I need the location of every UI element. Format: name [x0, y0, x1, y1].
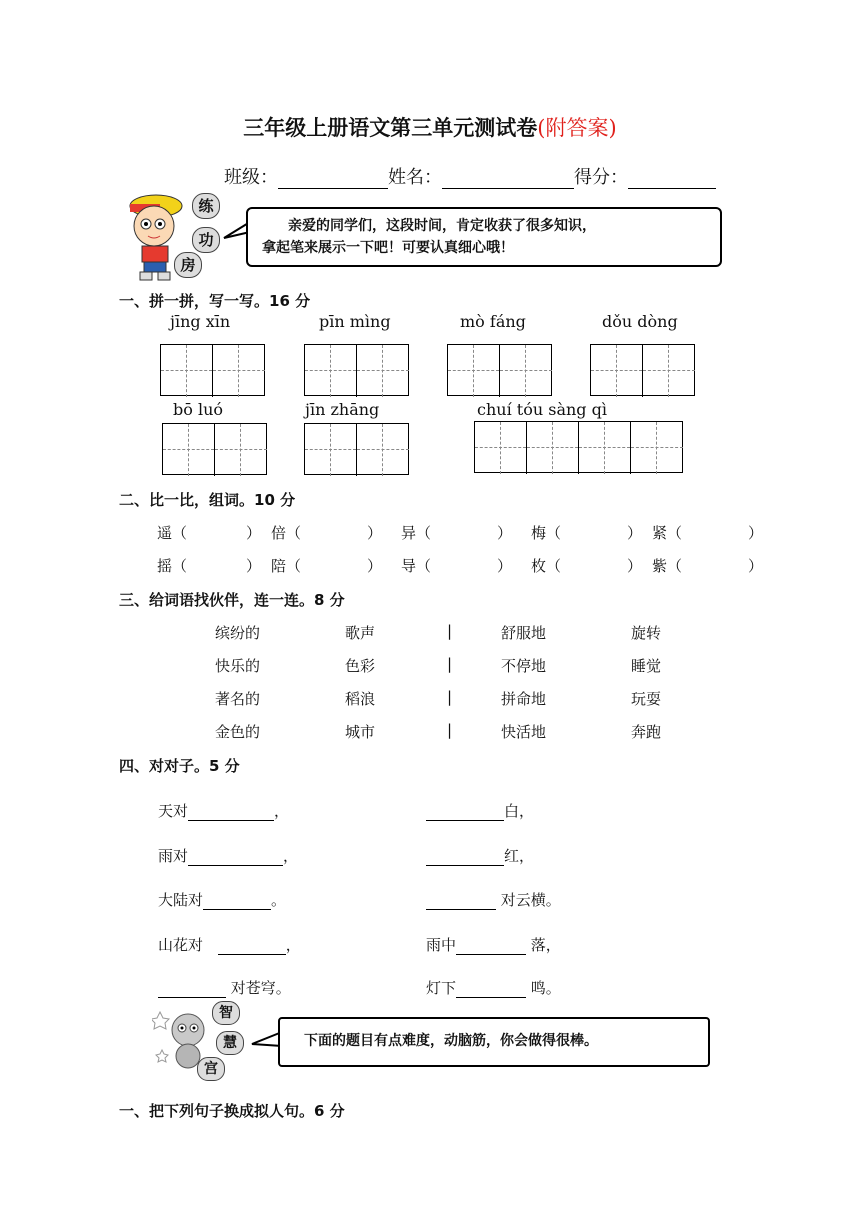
page-title: [0, 112, 860, 142]
paren-close: ）: [246, 524, 262, 542]
badge-char-3: 房: [174, 252, 202, 278]
fill-blank[interactable]: [158, 981, 226, 998]
bubble-line-1: 亲爱的同学们，这段时间，肯定收获了很多知识，: [288, 218, 596, 234]
match-word[interactable]: 色彩: [345, 657, 376, 675]
match-word[interactable]: 快乐的: [215, 657, 261, 675]
match-word[interactable]: 舒服地: [501, 624, 547, 642]
writing-grid[interactable]: [590, 344, 695, 396]
paren-close: ）: [627, 557, 643, 575]
couplet-right-2: 红，: [426, 845, 534, 866]
name-field[interactable]: [442, 168, 574, 189]
paren-close: ）: [748, 557, 764, 575]
fill-blank[interactable]: [456, 938, 526, 955]
class-field[interactable]: [278, 168, 388, 189]
compare-char: 梅（: [531, 524, 562, 542]
match-word[interactable]: 金色的: [215, 723, 261, 741]
match-word[interactable]: 玩耍: [631, 690, 662, 708]
column-divider: |: [447, 622, 453, 640]
wisdom-speech-bubble: [278, 1017, 710, 1067]
badge-char-2: 功: [192, 227, 220, 253]
writing-grid[interactable]: [162, 423, 267, 475]
compare-char: 导（: [401, 557, 432, 575]
section5-heading: 一、把下列句子换成拟人句。6 分: [119, 1102, 345, 1120]
column-divider: |: [447, 688, 453, 706]
fill-blank[interactable]: [218, 938, 286, 955]
wisdom-bubble-text: 下面的题目有点难度，动脑筋，你会做得很棒。: [304, 1033, 598, 1049]
column-divider: |: [447, 721, 453, 739]
paren-close: ）: [748, 524, 764, 542]
match-word[interactable]: 稻浪: [345, 690, 376, 708]
paren-close: ）: [497, 524, 513, 542]
couplet-right-3: 对云横。: [426, 889, 561, 910]
pinyin-doudong: dǒu dòng: [602, 312, 678, 331]
writing-grid[interactable]: [304, 423, 409, 475]
student-info-line: [224, 163, 716, 189]
writing-grid[interactable]: [160, 344, 265, 396]
writing-grid[interactable]: [304, 344, 409, 396]
name-label: 姓名：: [388, 167, 442, 188]
couplet-left-1: 天对 ，: [158, 802, 290, 820]
fill-blank[interactable]: [426, 893, 496, 910]
paren-close: ）: [367, 524, 383, 542]
fill-blank[interactable]: [456, 981, 526, 998]
compare-char: 紧（: [652, 524, 683, 542]
match-word[interactable]: 拼命地: [501, 690, 547, 708]
paren-close: ）: [246, 557, 262, 575]
compare-char: 紫（: [652, 557, 683, 575]
column-divider: |: [447, 655, 453, 673]
section1-heading: 一、拼一拼，写一写。16 分: [119, 292, 311, 310]
couplet-right-4: 雨中 落，: [426, 936, 561, 954]
match-word[interactable]: 著名的: [215, 690, 261, 708]
compare-char: 陪（: [271, 557, 302, 575]
fill-blank[interactable]: [203, 893, 271, 910]
score-field[interactable]: [628, 168, 716, 189]
match-word[interactable]: 快活地: [501, 723, 547, 741]
couplet-left-5: 对苍穹。: [158, 977, 291, 998]
pinyin-pinming: pīn mìng: [319, 312, 391, 331]
paren-close: ）: [627, 524, 643, 542]
pinyin-jinzhang: jīn zhāng: [305, 400, 380, 419]
bubble-line-2: 拿起笔来展示一下吧！可要认真细心哦！: [262, 240, 514, 256]
practice-speech-bubble: [246, 207, 722, 267]
match-word[interactable]: 睡觉: [631, 657, 662, 675]
fill-blank[interactable]: [426, 804, 504, 821]
section2-heading: 二、比一比，组词。10 分: [119, 491, 296, 509]
couplet-left-3: 大陆对 。: [158, 891, 287, 909]
badge-char-1: 练: [192, 193, 220, 219]
compare-char: 遥（: [157, 524, 188, 542]
fill-blank[interactable]: [188, 804, 274, 821]
writing-grid[interactable]: [447, 344, 552, 396]
pinyin-mofang: mò fáng: [460, 312, 526, 331]
couplet-right-1: 白，: [426, 800, 534, 821]
pinyin-jingxin: jīng xīn: [170, 312, 231, 331]
paren-close: ）: [497, 557, 513, 575]
match-word[interactable]: 缤纷的: [215, 624, 261, 642]
compare-char: 摇（: [157, 557, 188, 575]
wisdom-char-3: 宫: [197, 1057, 225, 1081]
compare-char: 枚（: [531, 557, 562, 575]
pinyin-boluo: bō luó: [173, 400, 224, 419]
couplet-right-5: 灯下 鸣。: [426, 979, 561, 997]
section3-heading: 三、给词语找伙伴，连一连。8 分: [119, 591, 345, 609]
wisdom-char-2: 慧: [216, 1031, 244, 1055]
class-label: 班级：: [224, 167, 278, 188]
match-word[interactable]: 奔跑: [631, 723, 662, 741]
couplet-left-2: 雨对 ，: [158, 847, 299, 865]
match-word[interactable]: 不停地: [501, 657, 547, 675]
fill-blank[interactable]: [426, 849, 504, 866]
couplet-left-4: 山花对 ，: [158, 936, 301, 954]
pinyin-chuitousangqi: chuí tóu sàng qì: [477, 400, 607, 419]
compare-char: 倍（: [271, 524, 302, 542]
match-word[interactable]: 歌声: [345, 624, 376, 642]
section4-heading: 四、对对子。5 分: [119, 757, 240, 775]
fill-blank[interactable]: [188, 849, 283, 866]
writing-grid[interactable]: [474, 421, 683, 473]
compare-char: 异（: [401, 524, 432, 542]
answer-note: 附答案: [545, 116, 609, 140]
title-text: 三年级上册语文第三单元测试卷: [243, 115, 538, 140]
match-word[interactable]: 城市: [345, 723, 376, 741]
paren-close: ）: [367, 557, 383, 575]
title-paren-open: (: [537, 116, 546, 140]
wisdom-char-1: 智: [212, 1001, 240, 1025]
match-word[interactable]: 旋转: [631, 624, 662, 642]
title-paren-close: ): [608, 116, 617, 140]
score-label: 得分：: [574, 167, 628, 188]
